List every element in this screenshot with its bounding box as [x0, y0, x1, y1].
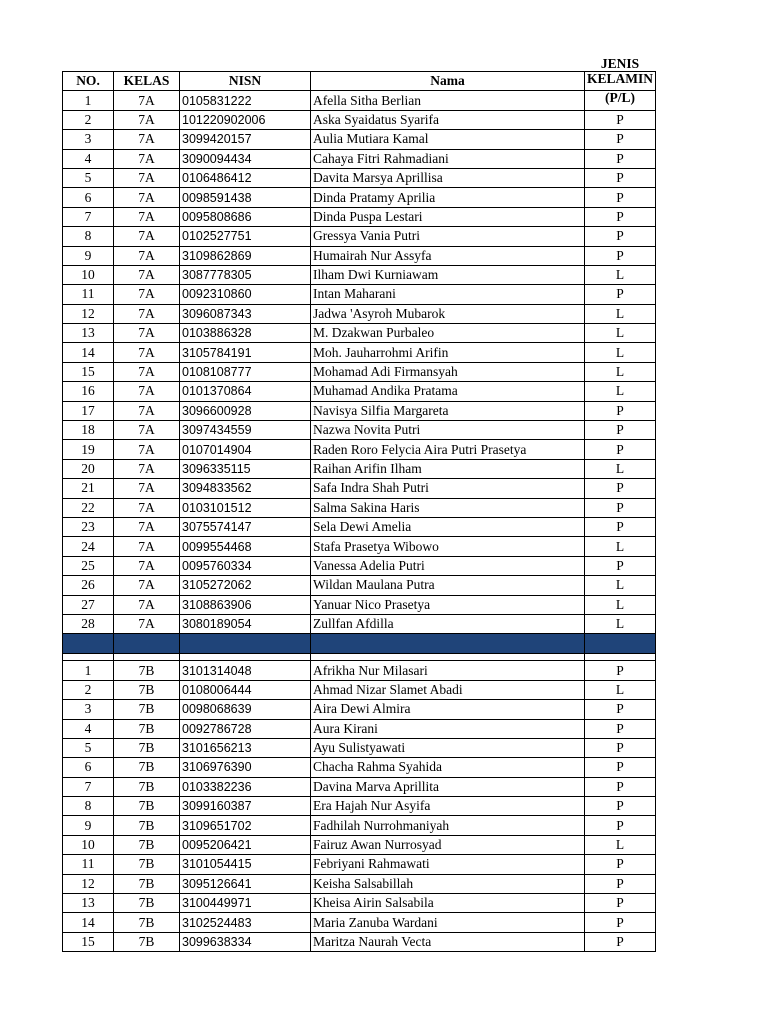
cell-jk: P [585, 149, 656, 168]
cell-nisn: 3101054415 [180, 855, 311, 874]
cell-jk: P [585, 207, 656, 226]
cell-nama: M. Dzakwan Purbaleo [311, 324, 585, 343]
cell-nisn: 0092310860 [180, 285, 311, 304]
table-row [63, 835, 656, 854]
cell-nama: Nazwa Novita Putri [311, 421, 585, 440]
cell-nama: Cahaya Fitri Rahmadiani [311, 149, 585, 168]
cell-jk: P [585, 738, 656, 757]
table-row [63, 440, 656, 459]
cell-jk: P [585, 719, 656, 738]
class-7b-rows [63, 661, 656, 952]
cell-jk: P [585, 661, 656, 680]
cell-nisn: 3097434559 [180, 421, 311, 440]
table-row [63, 421, 656, 440]
table-row [63, 913, 656, 932]
cell-no: 25 [63, 556, 114, 575]
cell-kelas: 7A [114, 149, 180, 168]
cell-jk: P [585, 777, 656, 796]
cell-nisn: 3099420157 [180, 130, 311, 149]
table-row [63, 797, 656, 816]
cell-jk: P [585, 168, 656, 187]
cell-jk: P [585, 517, 656, 536]
table-row [63, 661, 656, 680]
cell-no: 24 [63, 537, 114, 556]
cell-nisn: 3094833562 [180, 479, 311, 498]
table-row [63, 614, 656, 633]
cell-nisn: 0108108777 [180, 362, 311, 381]
cell-nisn: 3101656213 [180, 738, 311, 757]
table-row [63, 304, 656, 323]
cell-kelas: 7A [114, 382, 180, 401]
table-row [63, 479, 656, 498]
cell-nisn: 3109862869 [180, 246, 311, 265]
cell-kelas: 7B [114, 913, 180, 932]
cell-nama: Ahmad Nizar Slamet Abadi [311, 680, 585, 699]
cell-no: 18 [63, 421, 114, 440]
cell-kelas: 7A [114, 207, 180, 226]
cell-no: 11 [63, 855, 114, 874]
cell-no: 14 [63, 343, 114, 362]
cell-kelas: 7A [114, 498, 180, 517]
cell-nisn: 3096087343 [180, 304, 311, 323]
cell-no: 6 [63, 188, 114, 207]
table-row [63, 595, 656, 614]
table-row [63, 498, 656, 517]
cell-nama: Vanessa Adelia Putri [311, 556, 585, 575]
cell-nama: Salma Sakina Haris [311, 498, 585, 517]
cell-no: 13 [63, 324, 114, 343]
cell-nama: Aira Dewi Almira [311, 700, 585, 719]
cell-nama: Navisya Silfia Margareta [311, 401, 585, 420]
table-row [63, 207, 656, 226]
cell-jk: L [585, 362, 656, 381]
cell-jk: P [585, 421, 656, 440]
cell-no: 23 [63, 517, 114, 536]
cell-nisn: 0092786728 [180, 719, 311, 738]
cell-nisn: 3102524483 [180, 913, 311, 932]
cell-kelas: 7B [114, 835, 180, 854]
cell-kelas: 7A [114, 479, 180, 498]
cell-no: 22 [63, 498, 114, 517]
table-row [63, 874, 656, 893]
header-pl-label: (P/L) [605, 89, 635, 105]
header-kelas: KELAS [114, 72, 180, 91]
cell-jk: P [585, 556, 656, 575]
cell-nisn: 3096335115 [180, 459, 311, 478]
cell-jk: L [585, 537, 656, 556]
cell-no: 2 [63, 680, 114, 699]
table-row [63, 738, 656, 757]
cell-no: 15 [63, 932, 114, 951]
table-row [63, 816, 656, 835]
cell-no: 3 [63, 130, 114, 149]
cell-no: 15 [63, 362, 114, 381]
cell-no: 6 [63, 758, 114, 777]
cell-no: 19 [63, 440, 114, 459]
cell-jk: P [585, 285, 656, 304]
cell-no: 21 [63, 479, 114, 498]
cell-no: 28 [63, 614, 114, 633]
cell-jk: P [585, 246, 656, 265]
cell-nisn: 0095808686 [180, 207, 311, 226]
cell-jk: P [585, 913, 656, 932]
cell-kelas: 7B [114, 758, 180, 777]
cell-nama: Moh. Jauharrohmi Arifin [311, 343, 585, 362]
table-row [63, 285, 656, 304]
cell-nama: Keisha Salsabillah [311, 874, 585, 893]
cell-nama: Humairah Nur Assyfa [311, 246, 585, 265]
table-row [63, 401, 656, 420]
cell-nisn: 0103101512 [180, 498, 311, 517]
cell-no: 3 [63, 700, 114, 719]
cell-nama: Fadhilah Nurrohmaniyah [311, 816, 585, 835]
table-row [63, 324, 656, 343]
header-kelamin-label: KELAMIN [586, 71, 653, 86]
cell-nama: Ilham Dwi Kurniawam [311, 265, 585, 284]
cell-kelas: 7B [114, 777, 180, 796]
cell-nisn: 3087778305 [180, 265, 311, 284]
table-row [63, 932, 656, 951]
cell-nama: Afella Sitha Berlian [311, 91, 585, 110]
cell-kelas: 7A [114, 401, 180, 420]
cell-nisn: 3095126641 [180, 874, 311, 893]
cell-nama: Jadwa 'Asyroh Mubarok [311, 304, 585, 323]
cell-jk: P [585, 110, 656, 129]
class-7a-rows [63, 91, 656, 634]
cell-kelas: 7A [114, 362, 180, 381]
cell-kelas: 7A [114, 246, 180, 265]
cell-kelas: 7A [114, 110, 180, 129]
cell-no: 17 [63, 401, 114, 420]
cell-jk: P [585, 816, 656, 835]
header-nisn: NISN [180, 72, 311, 91]
cell-nama: Stafa Prasetya Wibowo [311, 537, 585, 556]
student-list-sheet [62, 54, 656, 952]
cell-nama: Maritza Naurah Vecta [311, 932, 585, 951]
cell-no: 8 [63, 797, 114, 816]
cell-nama: Davita Marsya Aprillisa [311, 168, 585, 187]
cell-nisn: 3099638334 [180, 932, 311, 951]
cell-nama: Raden Roro Felycia Aira Putri Prasetya [311, 440, 585, 459]
cell-nisn: 3106976390 [180, 758, 311, 777]
cell-jk: P [585, 758, 656, 777]
table-row [63, 855, 656, 874]
cell-jk: P [585, 188, 656, 207]
cell-jk: L [585, 459, 656, 478]
cell-no: 20 [63, 459, 114, 478]
header-jenis-kelamin [585, 72, 656, 91]
cell-kelas: 7A [114, 285, 180, 304]
cell-no: 1 [63, 91, 114, 110]
table-row [63, 91, 656, 110]
cell-jk: P [585, 700, 656, 719]
cell-nama: Wildan Maulana Putra [311, 576, 585, 595]
cell-kelas: 7B [114, 719, 180, 738]
cell-kelas: 7A [114, 304, 180, 323]
cell-nama: Era Hajah Nur Asyifa [311, 797, 585, 816]
table-row [63, 130, 656, 149]
cell-nama: Raihan Arifin Ilham [311, 459, 585, 478]
table-row [63, 758, 656, 777]
cell-nama: Mohamad Adi Firmansyah [311, 362, 585, 381]
cell-no: 26 [63, 576, 114, 595]
cell-jk: L [585, 304, 656, 323]
cell-jk: P [585, 874, 656, 893]
cell-nama: Ayu Sulistyawati [311, 738, 585, 757]
cell-jk: P [585, 797, 656, 816]
header-jenis-label: JENIS [600, 56, 640, 71]
cell-nama: Yanuar Nico Prasetya [311, 595, 585, 614]
cell-no: 5 [63, 168, 114, 187]
cell-no: 7 [63, 777, 114, 796]
cell-jk: P [585, 227, 656, 246]
table-row [63, 576, 656, 595]
cell-kelas: 7A [114, 595, 180, 614]
cell-jk: L [585, 343, 656, 362]
cell-nama: Afrikha Nur Milasari [311, 661, 585, 680]
cell-no: 10 [63, 265, 114, 284]
cell-nisn: 3100449971 [180, 894, 311, 913]
table-row [63, 149, 656, 168]
cell-no: 5 [63, 738, 114, 757]
cell-jk: L [585, 576, 656, 595]
cell-kelas: 7A [114, 188, 180, 207]
cell-nama: Fairuz Awan Nurrosyad [311, 835, 585, 854]
cell-jk: P [585, 855, 656, 874]
cell-nisn: 0105831222 [180, 91, 311, 110]
cell-kelas: 7A [114, 537, 180, 556]
cell-no: 9 [63, 816, 114, 835]
cell-kelas: 7A [114, 91, 180, 110]
cell-kelas: 7B [114, 855, 180, 874]
student-table [62, 54, 656, 952]
table-row [63, 556, 656, 575]
cell-nisn: 3075574147 [180, 517, 311, 536]
cell-jk: P [585, 130, 656, 149]
cell-no: 14 [63, 913, 114, 932]
cell-nama: Intan Maharani [311, 285, 585, 304]
cell-nama: Aulia Mutiara Kamal [311, 130, 585, 149]
cell-nama: Zullfan Afdilla [311, 614, 585, 633]
cell-nama: Muhamad Andika Pratama [311, 382, 585, 401]
cell-no: 4 [63, 149, 114, 168]
header-no: NO. [63, 72, 114, 91]
table-row [63, 894, 656, 913]
cell-nisn: 0098591438 [180, 188, 311, 207]
cell-no: 2 [63, 110, 114, 129]
cell-jk: L [585, 595, 656, 614]
cell-kelas: 7B [114, 661, 180, 680]
cell-nama: Gressya Vania Putri [311, 227, 585, 246]
cell-jk: P [585, 479, 656, 498]
cell-no: 27 [63, 595, 114, 614]
table-row [63, 777, 656, 796]
cell-no: 4 [63, 719, 114, 738]
cell-kelas: 7B [114, 680, 180, 699]
cell-jk [585, 91, 656, 110]
cell-no: 12 [63, 304, 114, 323]
table-row [63, 537, 656, 556]
header-row [63, 72, 656, 91]
cell-nama: Kheisa Airin Salsabila [311, 894, 585, 913]
table-row [63, 168, 656, 187]
cell-no: 1 [63, 661, 114, 680]
cell-kelas: 7B [114, 894, 180, 913]
cell-nisn: 3090094434 [180, 149, 311, 168]
cell-jk: P [585, 401, 656, 420]
cell-jk: P [585, 894, 656, 913]
cell-kelas: 7A [114, 421, 180, 440]
cell-no: 9 [63, 246, 114, 265]
cell-nama: Dinda Puspa Lestari [311, 207, 585, 226]
table-row [63, 680, 656, 699]
cell-no: 13 [63, 894, 114, 913]
cell-no: 7 [63, 207, 114, 226]
cell-kelas: 7A [114, 459, 180, 478]
cell-jk: P [585, 440, 656, 459]
cell-no: 12 [63, 874, 114, 893]
cell-jk: L [585, 835, 656, 854]
cell-nisn: 0101370864 [180, 382, 311, 401]
cell-kelas: 7B [114, 700, 180, 719]
table-row [63, 227, 656, 246]
cell-nisn: 3096600928 [180, 401, 311, 420]
cell-nama: Chacha Rahma Syahida [311, 758, 585, 777]
cell-nisn: 0103886328 [180, 324, 311, 343]
cell-nisn: 0095760334 [180, 556, 311, 575]
cell-kelas: 7B [114, 738, 180, 757]
cell-no: 8 [63, 227, 114, 246]
cell-kelas: 7A [114, 130, 180, 149]
cell-jk: L [585, 324, 656, 343]
cell-kelas: 7A [114, 556, 180, 575]
table-row [63, 362, 656, 381]
cell-kelas: 7A [114, 227, 180, 246]
cell-jk: P [585, 498, 656, 517]
table-row [63, 700, 656, 719]
table-row [63, 382, 656, 401]
cell-kelas: 7B [114, 816, 180, 835]
cell-nisn: 0103382236 [180, 777, 311, 796]
table-row [63, 265, 656, 284]
class-divider-bar [63, 634, 656, 654]
cell-jk: L [585, 265, 656, 284]
cell-nama: Sela Dewi Amelia [311, 517, 585, 536]
header-top-row [63, 54, 656, 72]
cell-nisn: 3109651702 [180, 816, 311, 835]
cell-jk: L [585, 614, 656, 633]
cell-no: 16 [63, 382, 114, 401]
cell-kelas: 7A [114, 614, 180, 633]
cell-kelas: 7A [114, 517, 180, 536]
table-row [63, 343, 656, 362]
cell-kelas: 7B [114, 874, 180, 893]
table-row [63, 719, 656, 738]
cell-nisn: 0106486412 [180, 168, 311, 187]
cell-nisn: 3108863906 [180, 595, 311, 614]
cell-nisn: 3099160387 [180, 797, 311, 816]
cell-kelas: 7B [114, 932, 180, 951]
table-row [63, 517, 656, 536]
cell-nisn: 0099554468 [180, 537, 311, 556]
header-nama: Nama [311, 72, 585, 91]
cell-nisn: 3105784191 [180, 343, 311, 362]
cell-nama: Aura Kirani [311, 719, 585, 738]
cell-nama: Febriyani Rahmawati [311, 855, 585, 874]
cell-kelas: 7A [114, 265, 180, 284]
cell-kelas: 7A [114, 168, 180, 187]
cell-jk: L [585, 382, 656, 401]
cell-no: 11 [63, 285, 114, 304]
cell-jk: P [585, 932, 656, 951]
cell-nama: Maria Zanuba Wardani [311, 913, 585, 932]
table-row [63, 188, 656, 207]
cell-nisn: 3080189054 [180, 614, 311, 633]
cell-nama: Dinda Pratamy Aprilia [311, 188, 585, 207]
table-row [63, 459, 656, 478]
cell-nisn: 0095206421 [180, 835, 311, 854]
cell-no: 10 [63, 835, 114, 854]
cell-nama: Davina Marva Aprillita [311, 777, 585, 796]
cell-nama: Safa Indra Shah Putri [311, 479, 585, 498]
cell-jk: L [585, 680, 656, 699]
cell-nisn: 3101314048 [180, 661, 311, 680]
cell-nisn: 0102527751 [180, 227, 311, 246]
table-row [63, 110, 656, 129]
cell-nama: Aska Syaidatus Syarifa [311, 110, 585, 129]
cell-nisn: 3105272062 [180, 576, 311, 595]
cell-nisn: 101220902006 [180, 110, 311, 129]
table-row [63, 246, 656, 265]
cell-nisn: 0108006444 [180, 680, 311, 699]
cell-kelas: 7A [114, 440, 180, 459]
cell-kelas: 7A [114, 324, 180, 343]
cell-nisn: 0107014904 [180, 440, 311, 459]
class-spacer-row [63, 654, 656, 661]
cell-nisn: 0098068639 [180, 700, 311, 719]
cell-kelas: 7A [114, 343, 180, 362]
cell-kelas: 7A [114, 576, 180, 595]
cell-kelas: 7B [114, 797, 180, 816]
